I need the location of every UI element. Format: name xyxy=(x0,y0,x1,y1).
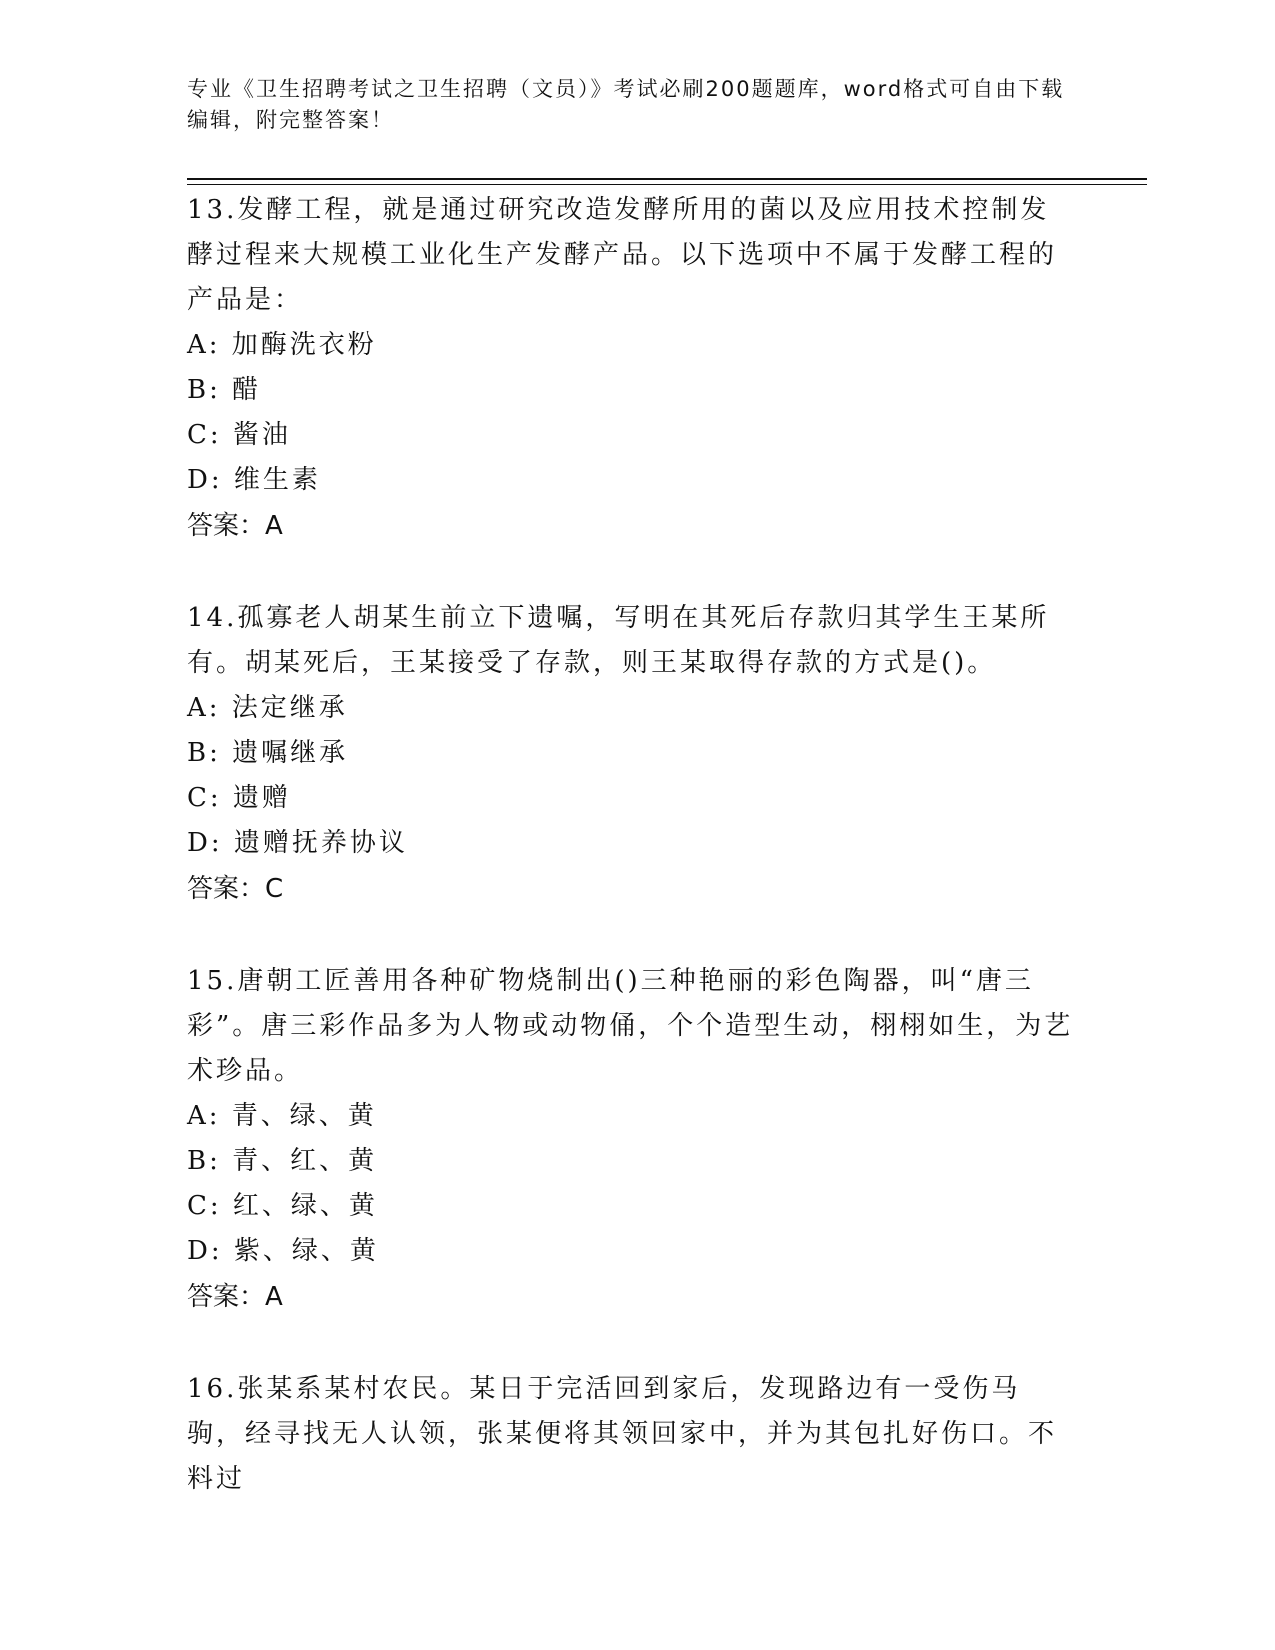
option-b: B: 青、红、黄 xyxy=(187,1146,378,1176)
answer-label: 答案：A xyxy=(187,511,283,541)
option-a: A: 加酶洗衣粉 xyxy=(187,330,377,360)
option-c: C: 酱油 xyxy=(187,420,291,450)
answer-label: 答案：C xyxy=(187,874,284,904)
option-b: B: 醋 xyxy=(187,375,262,405)
option-d: D: 紫、绿、黄 xyxy=(187,1236,379,1266)
option-a: A: 法定继承 xyxy=(187,693,348,723)
header-rule-thin xyxy=(187,184,1147,185)
option-d: D: 维生素 xyxy=(187,465,321,495)
document-header: 专业《卫生招聘考试之卫生招聘（文员）》考试必刷200题题库，word格式可自由下载编辑，附完整答案！ xyxy=(187,77,1065,132)
option-c: C: 遗赠 xyxy=(187,783,291,813)
answer-label: 答案：A xyxy=(187,1282,283,1312)
question-14 xyxy=(187,596,1077,912)
question-list xyxy=(187,188,1077,1549)
question-text: 15.唐朝工匠善用各种矿物烧制出()三种艳丽的彩色陶器，叫“唐三彩”。唐三彩作品多为人物或动物俑，个个造型生动，栩栩如生，为艺术珍品。 xyxy=(187,966,1074,1086)
question-text: 13.发酵工程，就是通过研究改造发酵所用的菌以及应用技术控制发酵过程来大规模工业化生产发酵产品。以下选项中不属于发酵工程的产品是： xyxy=(187,195,1058,315)
option-c: C: 红、绿、黄 xyxy=(187,1191,378,1221)
question-text: 16.张某系某村农民。某日于完活回到家后，发现路边有一受伤马驹，经寻找无人认领，张某便将其领回家中，并为其包扎好伤口。不料过 xyxy=(187,1374,1058,1494)
question-15 xyxy=(187,959,1077,1320)
option-d: D: 遗赠抚养协议 xyxy=(187,828,408,858)
question-16 xyxy=(187,1367,1077,1502)
option-b: B: 遗嘱继承 xyxy=(187,738,349,768)
question-text: 14.孤寡老人胡某生前立下遗嘱，写明在其死后存款归其学生王某所有。胡某死后，王某接受了存款，则王某取得存款的方式是()。 xyxy=(187,603,1050,678)
option-a: A: 青、绿、黄 xyxy=(187,1101,377,1131)
header-rule-thick xyxy=(187,178,1147,180)
question-13 xyxy=(187,188,1077,549)
